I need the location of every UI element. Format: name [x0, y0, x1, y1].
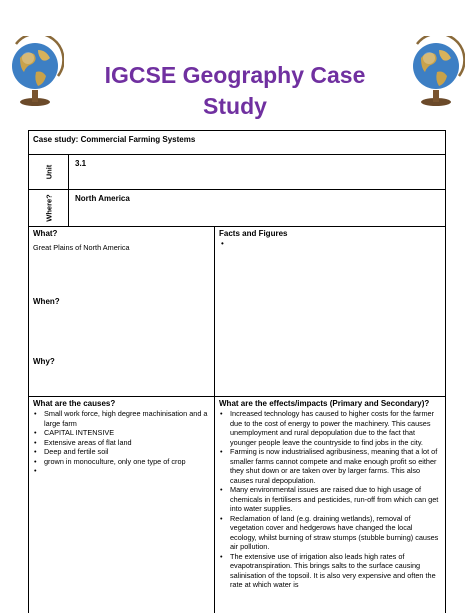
causes-effects-row	[29, 397, 445, 613]
unit-row	[29, 155, 445, 190]
when-label: When?	[33, 297, 60, 306]
causes-label: What are the causes?	[33, 399, 116, 408]
effects-list	[217, 409, 441, 590]
causes-cell	[29, 397, 215, 613]
what-facts-row	[29, 227, 445, 397]
list-item: • Reclamation of land (e.g. draining wetlands), removal of vegetation cover and hedgerows have changed the local ecology, whilst burning of straw stumps (stubble burning) causes air pollution.	[217, 514, 441, 552]
what-cell	[29, 227, 215, 396]
unit-value: 3.1	[75, 159, 87, 168]
case-study-sheet	[28, 130, 446, 613]
page-title	[80, 60, 390, 122]
what-value: Great Plains of North America	[33, 243, 130, 252]
list-item: • Many environmental issues are raised due to high usage of chemicals in fertilisers and pesticides, run-off from which can get into water supplies.	[217, 485, 441, 514]
unit-label-cell	[29, 155, 69, 189]
where-value: North America	[75, 194, 130, 203]
list-item: • Small work force, high degree machinisation and a large farm	[31, 409, 210, 428]
list-item: • grown in monoculture, only one type of crop	[31, 457, 210, 467]
list-item: • Extensive areas of flat land	[31, 438, 210, 448]
list-item: • Farming is now industrialised agribusiness, meaning that a lot of smaller farms cannot compete and make enough profit so either they shut down or are taken over by larger farms. This also causes rural depopulation.	[217, 447, 441, 485]
unit-label: Unit	[44, 164, 53, 180]
causes-list	[31, 409, 210, 466]
case-study-title: Case study: Commercial Farming Systems	[33, 135, 196, 144]
effects-label: What are the effects/impacts (Primary and Secondary)?	[219, 399, 430, 408]
globe-icon	[6, 36, 64, 108]
facts-bullet: •	[221, 239, 224, 248]
globe-icon	[407, 36, 465, 108]
where-label: Where?	[44, 194, 53, 222]
list-item: • CAPITAL INTENSIVE	[31, 428, 210, 438]
where-label-cell	[29, 190, 69, 226]
case-study-title-row	[29, 131, 445, 155]
why-label: Why?	[33, 357, 55, 366]
facts-cell	[215, 227, 445, 396]
what-label: What?	[33, 229, 58, 238]
title-line-1: IGCSE Geography Case	[104, 62, 366, 88]
where-row	[29, 190, 445, 227]
title-line-2: Study	[203, 93, 267, 119]
list-item: • Increased technology has caused to higher costs for the farmer due to the cost of energy to power the machinery. This causes unemployment and rural depopulation due to the fact that younger people leave the countryside to find jobs in the city.	[217, 409, 441, 447]
list-item: • Deep and fertile soil	[31, 447, 210, 457]
effects-cell	[215, 397, 445, 613]
facts-label: Facts and Figures	[219, 229, 288, 238]
list-item: • The extensive use of irrigation also leads high rates of evapotranspiration. This brings salts to the surface causing salinisation of the topsoil. It is also very expensive and often the rate at which water is	[217, 552, 441, 590]
